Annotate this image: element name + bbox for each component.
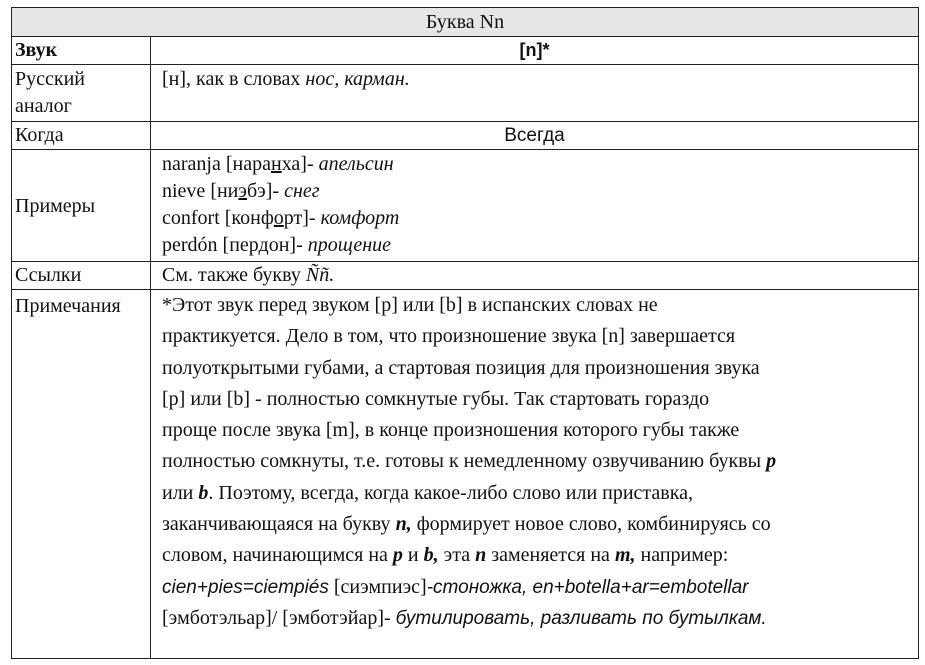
notes-line: полуоткрытыми губами, а стартовая позиция для произношения звука [162, 356, 760, 379]
notes-line [162, 446, 918, 477]
example-transcription-end: он]- [268, 234, 308, 256]
example-transcription-end: рт]- [283, 207, 321, 229]
example-word: naranja [162, 153, 221, 175]
notes-letter: n, [395, 513, 412, 536]
notes-text-part: словом, начинающимся на [162, 544, 393, 567]
notes-text-part: формирует новое слово, комбинируясь со [411, 513, 771, 536]
links-letter: Ññ. [305, 264, 335, 286]
notes-line: *Этот звук перед звуком [p] или [b] в испанских словах не [162, 294, 658, 316]
notes-transcription: [эмботэльар]/ [эмботэйар]- [162, 606, 396, 629]
example-translation: комфорт [320, 207, 400, 229]
example-transcription: [ни [205, 180, 239, 202]
example-transcription-end: ха]- [281, 153, 319, 175]
label-analog [12, 65, 151, 121]
label-sound: Звук [12, 37, 151, 64]
value-sound: [n]* [519, 40, 550, 60]
example-translation: снег [284, 180, 320, 202]
label-examples: Примеры [12, 150, 151, 261]
notes-text-part: заканчивающаяся на букву [162, 513, 396, 536]
notes-text-part: заменяется на [486, 544, 615, 567]
notes-letter: b [198, 481, 209, 504]
notes-letter: n [475, 544, 487, 567]
notes-line: практикуется. Дело в том, что произношение звука [n] завершается [162, 325, 736, 348]
example-transcription-end: бэ]- [246, 180, 285, 202]
label-analog-line1: Русский [15, 68, 85, 90]
value-analog [151, 65, 918, 121]
examples-list [151, 150, 918, 261]
analog-prefix: [н], как в словах [162, 68, 306, 90]
label-when: Когда [12, 122, 151, 149]
label-notes: Примечания [12, 290, 151, 658]
notes-example: cien+pies=ciempiés [162, 576, 329, 598]
example-word: perdón [162, 234, 218, 256]
table-title: Буква Nn [12, 8, 918, 37]
notes-text-part: и [402, 544, 424, 567]
notes-text-part: полностью сомкнуты, т.е. готовы к немедленному озвучиванию буквы [162, 450, 767, 473]
notes-example: бутилировать, разливать по бутылкам. [395, 607, 767, 629]
notes-letter: m, [614, 544, 636, 567]
row-sound [12, 37, 918, 65]
notes-letter: b, [423, 544, 439, 567]
notes-line: проще после звука [m], в конце произношения которого губы также [162, 419, 740, 442]
example-item [162, 151, 918, 178]
notes-text [151, 290, 918, 658]
example-item [162, 178, 918, 205]
example-transcription: [нара [220, 153, 271, 175]
links-prefix: См. также букву [162, 264, 306, 286]
example-item [162, 232, 918, 259]
notes-line: [p] или [b] - полностью сомкнутые губы. Так стартовать гораздо [162, 387, 710, 410]
row-notes [12, 290, 918, 658]
notes-letter: p [766, 450, 777, 473]
example-transcription: [пер [217, 234, 259, 256]
example-stress: н [270, 153, 282, 175]
value-when: Всегда [504, 125, 565, 146]
notes-text-part: например: [635, 544, 729, 567]
example-word: confort [162, 207, 220, 229]
notes-letter: p [392, 544, 403, 567]
notes-transcription: [сиэмпиэс] [328, 575, 427, 598]
label-links: Ссылки [12, 262, 151, 289]
example-transcription: [конф [219, 207, 274, 229]
letter-table [11, 7, 919, 659]
label-analog-line2: аналог [15, 95, 72, 117]
notes-example: -стоножка, en+botella+ar=embotellar [426, 576, 749, 598]
example-stress: д [258, 234, 269, 256]
example-item [162, 205, 918, 232]
value-links [151, 262, 918, 289]
analog-words: нос, карман. [305, 68, 410, 90]
example-stress: о [273, 207, 284, 229]
example-translation: апельсин [318, 153, 394, 175]
row-analog [12, 65, 918, 122]
row-links [12, 262, 918, 290]
row-examples [12, 150, 918, 262]
example-stress: э [238, 180, 247, 202]
notes-line [162, 478, 918, 509]
notes-text-part: или [162, 481, 199, 504]
notes-line [162, 540, 918, 571]
notes-text-part: . Поэтому, всегда, когда какое-либо слово или приставка, [208, 481, 694, 504]
notes-line [162, 572, 918, 603]
notes-line [162, 509, 918, 540]
row-when [12, 122, 918, 150]
notes-line [162, 603, 918, 634]
example-word: nieve [162, 180, 206, 202]
example-translation: прощение [307, 234, 392, 256]
notes-text-part: эта [438, 544, 476, 567]
